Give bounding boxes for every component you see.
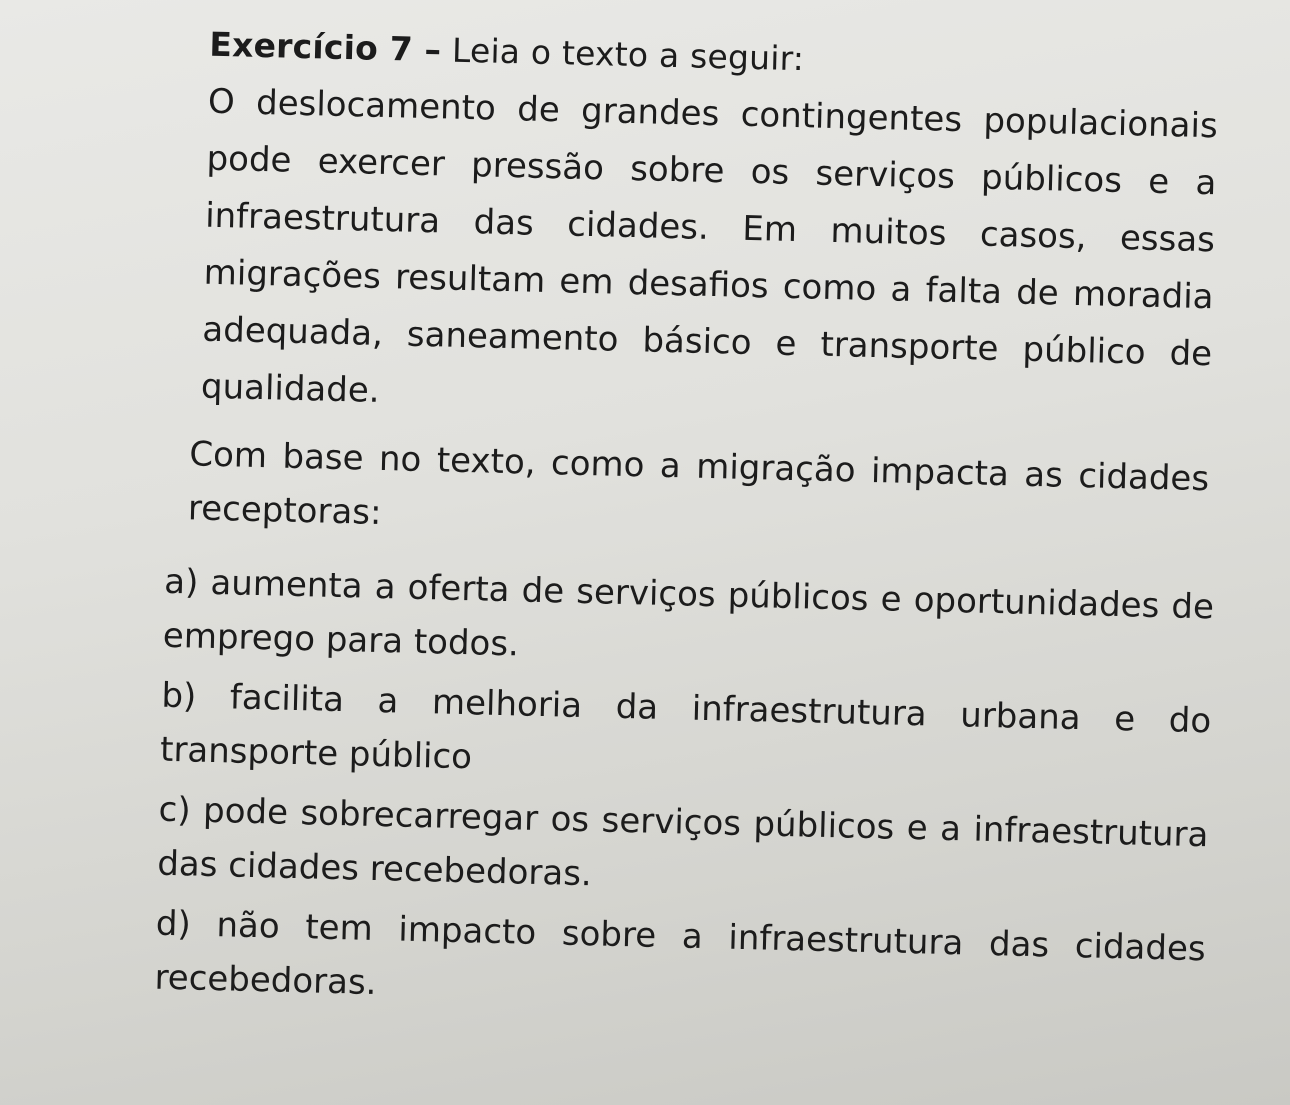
option-b[interactable]: b) facilita a melhoria da infraestrutura urbana e do transporte público xyxy=(159,675,1212,778)
option-a[interactable]: a) aumenta a oferta de serviços públicos e oportunidades de emprego para todos. xyxy=(162,561,1215,665)
question-block xyxy=(187,427,1209,560)
option-d[interactable]: d) não tem impacto sobre a infraestrutura das cidades recebedoras. xyxy=(154,903,1207,1004)
exercise-sheet xyxy=(36,18,1220,1036)
option-c[interactable]: c) pode sobrecarregar os serviços públicos e a infraestrutura das cidades recebedoras. xyxy=(156,789,1209,895)
exercise-instruction: Leia o texto a seguir: xyxy=(440,30,805,79)
passage-text: O deslocamento de grandes contingentes populacionais pode exercer pressão sobre os serviços públicos e a infraestrutura das cidades. Em muitos casos, essas migrações resultam em desafios como a falta de moradia adequada, saneamento básico e transporte público de qualidade. xyxy=(200,81,1219,411)
exercise-number: Exercício 7 – xyxy=(208,24,442,70)
reading-passage xyxy=(200,74,1218,441)
question-text: Com base no texto, como a migração impacta as cidades receptoras: xyxy=(187,434,1210,533)
answer-options xyxy=(154,555,1215,1031)
